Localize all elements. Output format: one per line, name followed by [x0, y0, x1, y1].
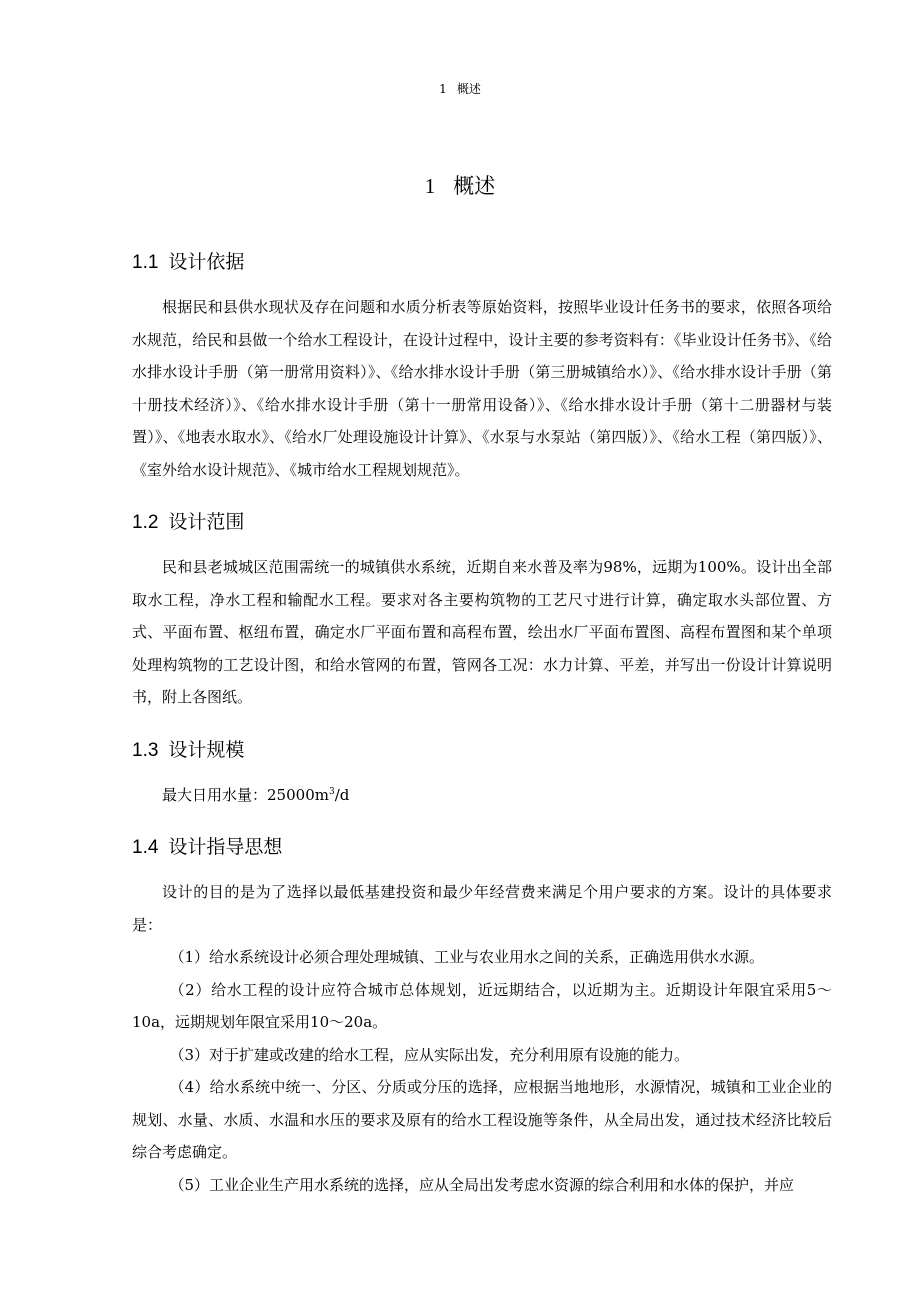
list-item: （1）给水系统设计必须合理处理城镇、工业与农业用水之间的关系，正确选用供水水源。 — [169, 948, 765, 966]
section-1-3-water-volume: 最大日用水量：$25000m^3/d$ — [162, 785, 350, 804]
running-header-title: 概述 — [456, 82, 481, 96]
document-body — [132, 246, 832, 1201]
section-1-4-intro: 设计的目的是为了选择以最低基建投资和最少年经营费来满足个用户要求的方案。设计的具体要求是： — [132, 883, 832, 934]
chapter-title-text: 概述 — [453, 174, 496, 198]
running-header-number: 1 — [439, 82, 447, 96]
section-1-1-paragraph: 根据民和县供水现状及存在问题和水质分析表等原始资料，按照毕业设计任务书的要求，依照各项给水规范，给民和县做一个给水工程设计，在设计过程中，设计主要的参考资料有：《毕业设计任务书》、《给水排水设计手册（第一册常用资料）》、《给水排水设计手册（第三册城镇给水）》、《给水排水设计手册（第十册技术经济）》、《给水排水设计手册（第十一册常用设备）》、《给水排水设计手册（第十二册器材与装置）》、《地表水取水》、《给水厂处理设施设计计算》、《水泵与水泵站（第四版）》、《给水工程（第四版）》、《室外给水设计规范》、《城市给水工程规划规范》。 — [132, 298, 832, 479]
list-item: （4）给水系统中统一、分区、分质或分压的选择，应根据当地地形，水源情况，城镇和工业企业的规划、水量、水质、水温和水压的要求及原有的给水工程设施等条件，从全局出发，通过技术经济比较后综合考虑确定。 — [132, 1078, 832, 1161]
section-1-2-paragraph: 民和县老城城区范围需统一的城镇供水系统，近期自来水普及率为98%，远期为100%。设计出全部取水工程，净水工程和输配水工程。要求对各主要构筑物的工艺尺寸进行计算，确定取水头部位置、方式、平面布置、枢纽布置，确定水厂平面布置和高程布置，绘出水厂平面布置图、高程布置图和某个单项处理构筑物的工艺设计图，和给水管网的布置，管网各工况：水力计算、平差，并写出一份设计计算说明书，附上各图纸。 — [132, 558, 832, 706]
list-item: （2）给水工程的设计应符合城市总体规划，近远期结合，以近期为主。近期设计年限宜采用5～10a，远期规划年限宜采用10～20a。 — [132, 980, 832, 1031]
section-heading-1-2: 1.2 设计范围 — [132, 511, 245, 533]
running-header — [0, 80, 920, 98]
list-item: （3）对于扩建或改建的给水工程，应从实际出发，充分利用原有设施的能力。 — [169, 1045, 690, 1064]
section-heading-1-4: 1.4 设计指导思想 — [132, 836, 283, 858]
section-heading-1-1: 1.1 设计依据 — [132, 251, 245, 273]
list-item: （5）工业企业生产用水系统的选择，应从全局出发考虑水资源的综合利用和水体的保护，并应 — [169, 1175, 795, 1194]
chapter-title — [0, 170, 920, 202]
chapter-number: 1 — [424, 174, 436, 198]
section-heading-1-3: 1.3 设计规模 — [132, 738, 245, 761]
